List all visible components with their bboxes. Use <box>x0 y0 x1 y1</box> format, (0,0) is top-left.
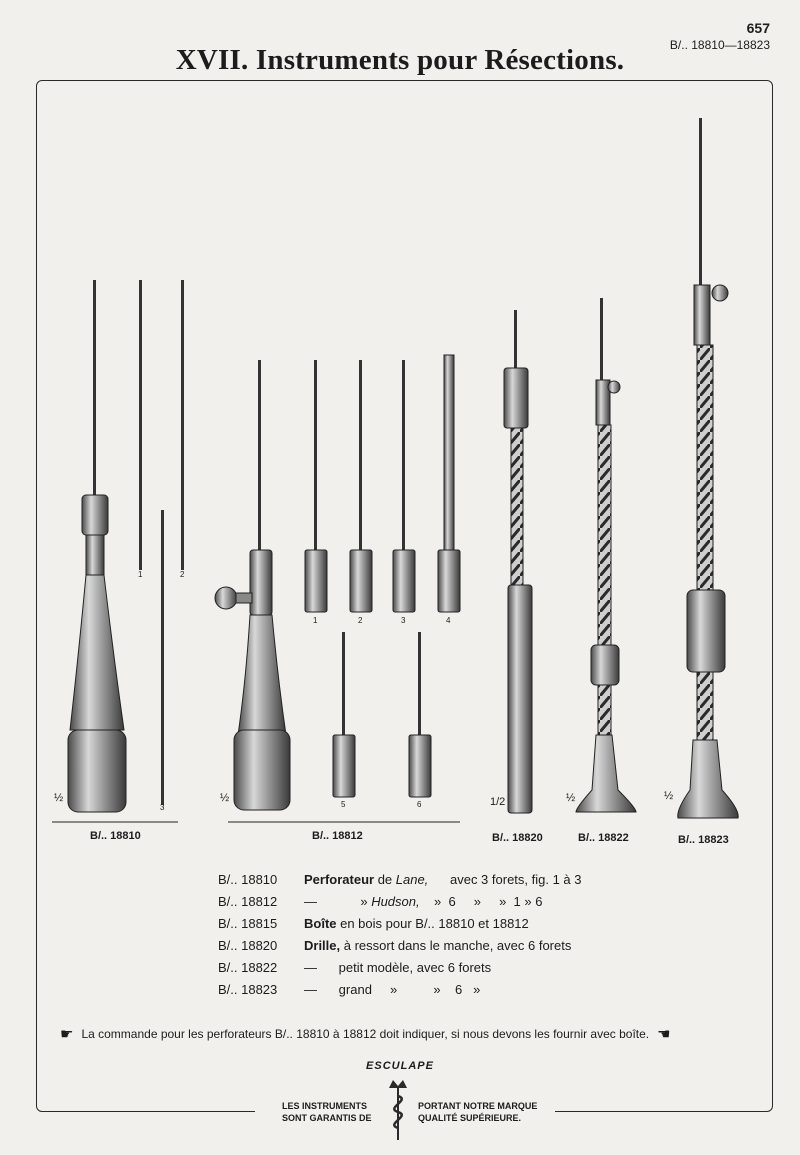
group-label-18810: B/.. 18810 <box>90 830 141 842</box>
product-code: B/.. 18820 <box>218 938 278 953</box>
pointing-hand-icon: ☛ <box>657 1026 671 1043</box>
spring-drill-18820 <box>504 310 532 813</box>
figure-number: 4 <box>446 616 451 625</box>
product-code: B/.. 18823 <box>218 982 278 997</box>
group-label-18823: B/.. 18823 <box>678 834 729 846</box>
figure-number: 1 <box>313 616 318 625</box>
order-note-text: La commande pour les perforateurs B/.. 18810 à 18812 doit indiquer, si nous devons les fournir avec boîte. <box>81 1027 650 1041</box>
list-item <box>218 894 638 916</box>
scale-label: 1/2 <box>490 796 506 808</box>
product-description: Boîte en bois pour B/.. 18810 et 18812 <box>304 916 529 931</box>
figure-number: 5 <box>341 800 346 809</box>
product-code: B/.. 18822 <box>218 960 278 975</box>
product-list <box>218 872 638 1004</box>
small-drill-18822 <box>576 298 636 812</box>
hudson-drill-bits <box>305 355 460 797</box>
page-title: XVII. Instruments pour Résections. <box>175 44 625 76</box>
pointing-hand-icon: ☛ <box>60 1026 74 1043</box>
page-number: 657 <box>746 20 770 36</box>
esculape-logo-icon <box>383 1078 413 1144</box>
order-note <box>60 1025 750 1043</box>
list-item <box>218 982 638 1004</box>
product-code: B/.. 18815 <box>218 916 278 931</box>
scale-label: ½ <box>664 790 674 802</box>
product-description: Drille, à ressort dans le manche, avec 6 forets <box>304 938 572 953</box>
figure-number: 6 <box>417 800 422 809</box>
group-label-18820: B/.. 18820 <box>492 832 543 844</box>
product-code: B/.. 18810 <box>218 872 278 887</box>
list-item <box>218 872 638 894</box>
product-description: — petit modèle, avec 6 forets <box>304 960 492 975</box>
large-drill-18823 <box>678 118 738 818</box>
list-item <box>218 938 638 960</box>
footer-guarantee-left: LES INSTRUMENTS SONT GARANTIS DE <box>282 1101 372 1123</box>
esculape-emblem-text: ESCULAPE <box>366 1060 434 1072</box>
scale-label: ½ <box>220 792 230 804</box>
group-label-18822: B/.. 18822 <box>578 832 629 844</box>
scale-label: ½ <box>54 792 64 804</box>
product-description: — » Hudson, » 6 » » 1 » 6 <box>304 894 543 909</box>
list-item <box>218 960 638 982</box>
product-description: — grand » » 6 » <box>304 982 481 997</box>
scale-label: ½ <box>566 792 576 804</box>
reference-range: B/.. 18810—18823 <box>669 38 770 52</box>
product-code: B/.. 18812 <box>218 894 278 909</box>
list-item <box>218 916 638 938</box>
perforator-hudson-handle <box>215 360 290 810</box>
lane-drill-bits <box>139 280 184 805</box>
group-label-18812: B/.. 18812 <box>312 830 363 842</box>
perforator-lane-handle <box>68 280 126 812</box>
figure-number: 3 <box>160 803 165 812</box>
figure-number: 2 <box>180 570 185 579</box>
figure-number: 1 <box>138 570 143 579</box>
product-description: Perforateur de Lane, avec 3 forets, fig. 1 à 3 <box>304 872 582 887</box>
figure-number: 2 <box>358 616 363 625</box>
figure-number: 3 <box>401 616 406 625</box>
footer-guarantee-right: PORTANT NOTRE MARQUE QUALITÉ SUPÉRIEURE. <box>418 1101 538 1123</box>
